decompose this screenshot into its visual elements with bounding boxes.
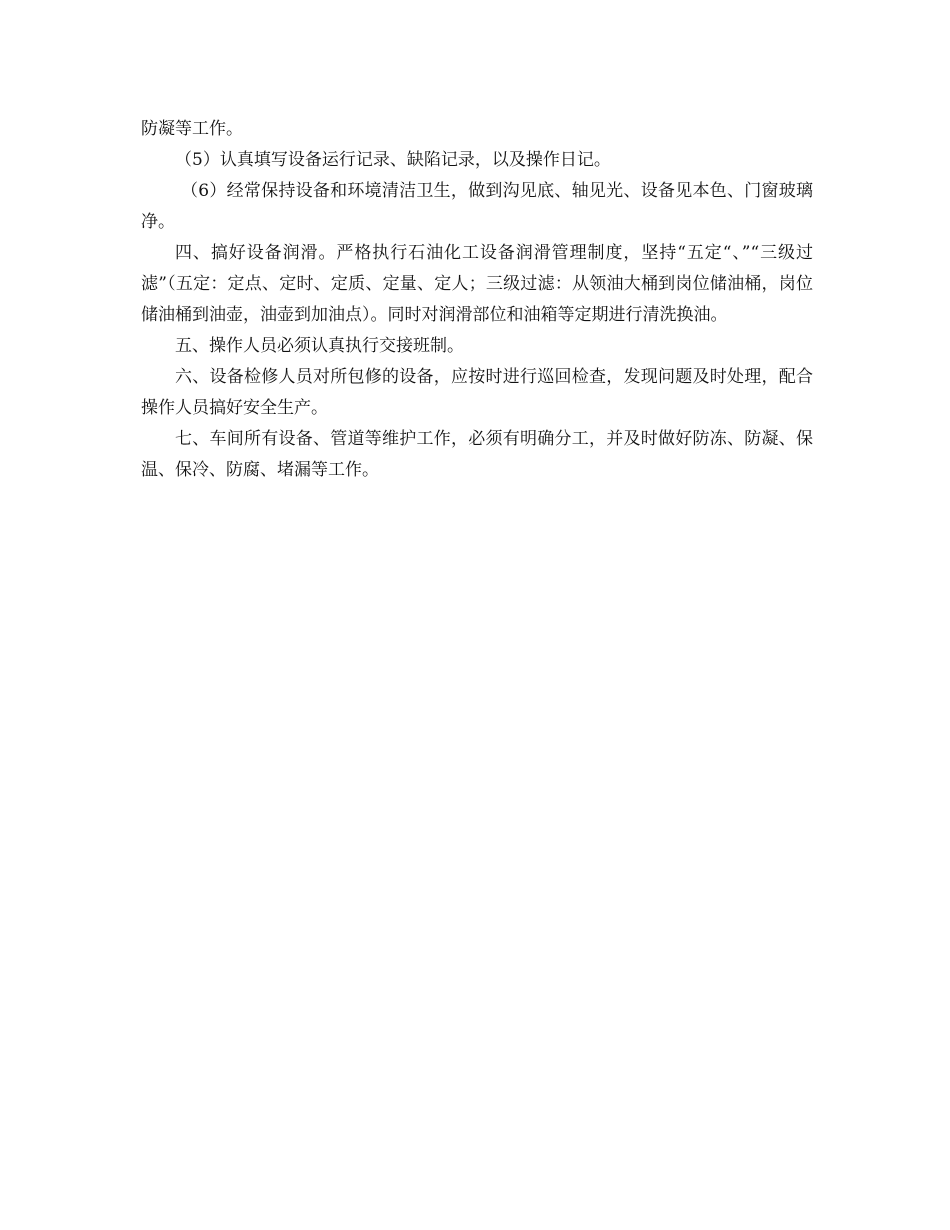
paragraph-item-6: （6）经常保持设备和环境清洁卫生，做到沟见底、轴见光、设备见本色、门窗玻璃净。 <box>141 181 813 232</box>
paragraph-section-7: 七、车间所有设备、管道等维护工作，必须有明确分工，并及时做好防冻、防凝、保温、保冷、防腐、堵漏等工作。 <box>141 429 813 480</box>
paragraph-section-6: 六、设备检修人员对所包修的设备，应按时进行巡回检查，发现问题及时处理，配合操作人员搞好安全生产。 <box>141 367 813 418</box>
document-body <box>141 114 813 486</box>
paragraph-item-5: （5）认真填写设备运行记录、缺陷记录，以及操作日记。 <box>175 150 611 170</box>
paragraph-continuation: 防凝等工作。 <box>141 119 243 139</box>
paragraph-section-5: 五、操作人员必须认真执行交接班制。 <box>175 336 464 356</box>
paragraph-section-4: 四、搞好设备润滑。严格执行石油化工设备润滑管理制度，坚持“五定“、”“三级过滤”（五定：定点、定时、定质、定量、定人；三级过滤：从领油大桶到岗位储油桶，岗位储油桶到油壶，油壶到加油点）。同时对润滑部位和油箱等定期进行清洗换油。 <box>141 243 813 325</box>
